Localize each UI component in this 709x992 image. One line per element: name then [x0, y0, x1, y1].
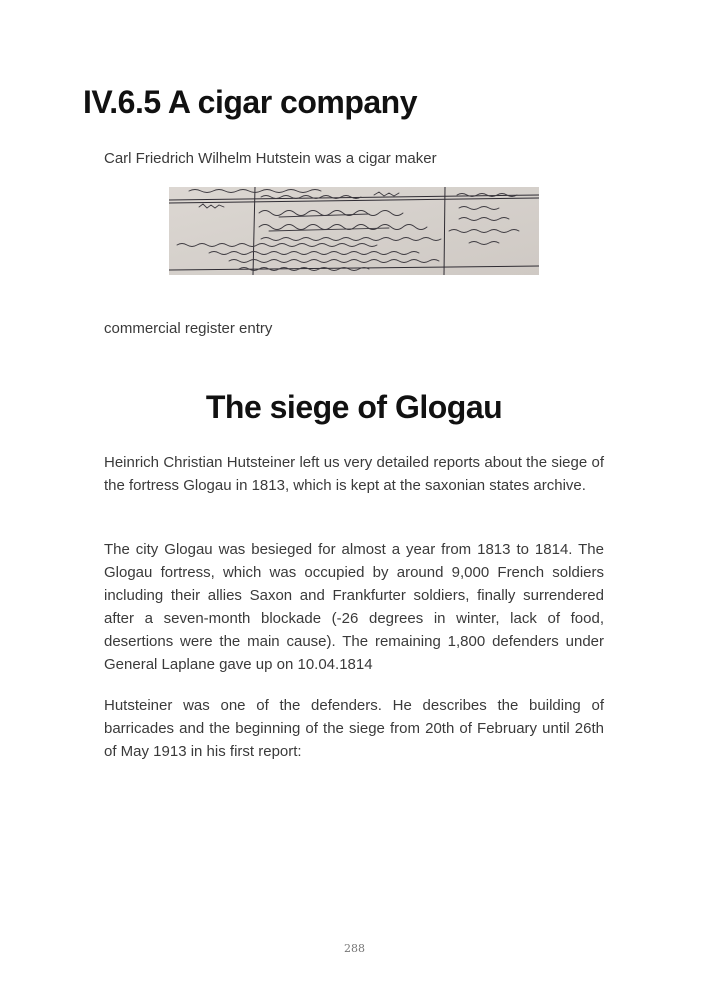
intro-text: Carl Friedrich Wilhelm Hutstein was a cigar maker [104, 150, 437, 167]
paragraph-first-report: Hutsteiner was one of the defenders. He describes the building of barricades and the beginning of the siege from 20th of February until 26th of May 1913 in his first report: [104, 697, 604, 760]
commercial-register-scan-image [169, 187, 539, 275]
section-title: IV.6.5 A cigar company [82, 84, 418, 120]
paragraph-report-archive: Heinrich Christian Hutsteiner left us very detailed reports about the siege of the fortress Glogau in 1813, which is kept at the saxonian states archive. [104, 454, 604, 494]
image-caption: commercial register entry [104, 320, 273, 337]
page-number: 288 [344, 942, 365, 955]
paragraph-siege-history: The city Glogau was besieged for almost a year from 1813 to 1814. The Glogau fortress, which was occupied by around 9,000 French soldiers including their allies Saxon and Frankfurter soldiers, finally surrendered after a seven-month blockade (-26 degrees in winter, lack of food, desertions were the main cause). The remaining 1,800 defenders under General Laplane gave up on 10.04.1814 [104, 541, 604, 673]
siege-heading: The siege of Glogau [205, 389, 503, 425]
